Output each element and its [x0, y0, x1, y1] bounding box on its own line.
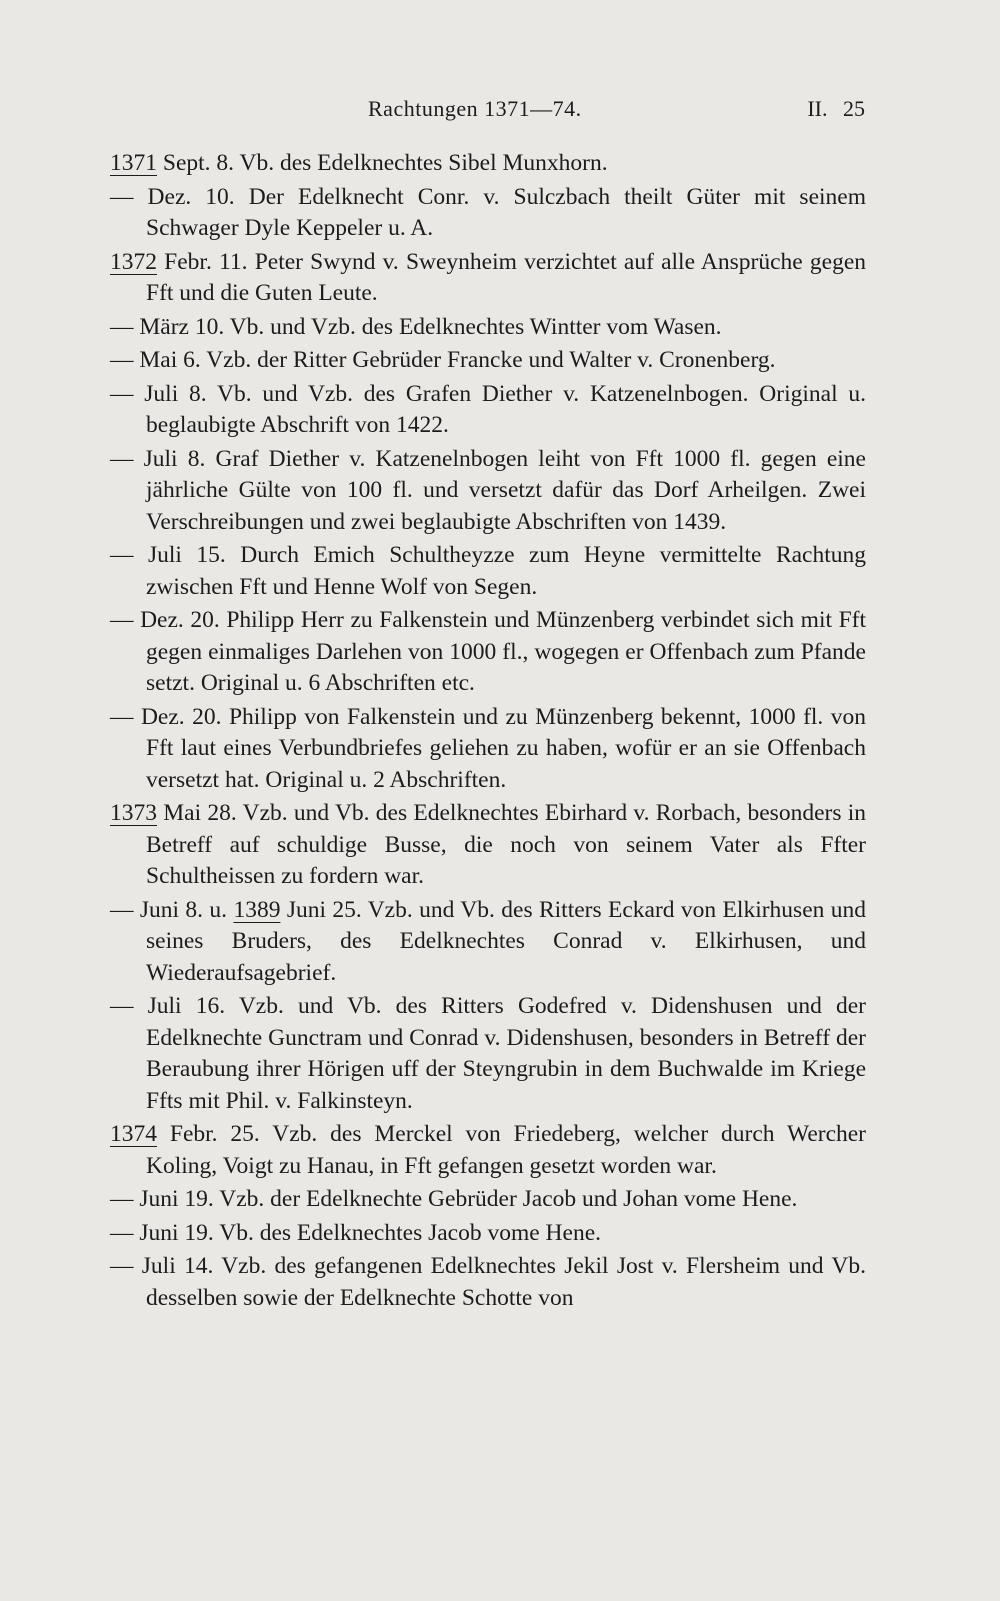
- entry-date: Mai 28.: [157, 800, 237, 826]
- entry-text: Vzb. der Edelknechte Gebrüder Jacob und Johan vome Hene.: [219, 1186, 798, 1212]
- entry-year: 1374: [110, 1121, 157, 1147]
- entry-date: Juni 19.: [133, 1186, 214, 1212]
- entry-text: Vzb. des gefangenen Edelknechtes Jekil Jost v. Flersheim und Vb. desselben sowie der Edelknechte Schotte von: [146, 1253, 866, 1311]
- entry-text: Vb. und Vzb. des Grafen Diether v. Katzenelnbogen. Original u. beglaubigte Abschrift von 1422.: [146, 380, 866, 438]
- register-entry: [110, 1251, 866, 1314]
- entry-text: Vb. des Edelknechtes Sibel Munxhorn.: [239, 150, 608, 176]
- entry-text: Philipp von Falkenstein und zu Münzenberg bekennt, 1000 fl. von Fft laut eines Verbundbriefes geliehen zu haben, wofür er an sie Offenbach versetzt hat. Original u. 2 Abschriften.: [146, 703, 866, 793]
- register-entry: [110, 182, 866, 245]
- entry-date: Juli 15.: [133, 542, 226, 568]
- entry-date: Juli 16.: [133, 993, 226, 1019]
- register-entry: [110, 1218, 866, 1250]
- entry-year: 1371: [110, 150, 157, 176]
- entry-text: Vb. und Vzb. des Edelknechtes Wintter vom Wasen.: [229, 313, 722, 340]
- entry-text: Vb. des Edelknechtes Jacob vome Hene.: [219, 1219, 602, 1246]
- entry-year: 1372: [110, 248, 157, 275]
- entry-dash: —: [110, 380, 134, 407]
- entry-date: Juli 8.: [133, 380, 207, 407]
- entry-dash: —: [110, 1219, 134, 1246]
- register-entry: [110, 247, 866, 310]
- register-entry: [110, 798, 866, 893]
- page-number: II. 25: [807, 96, 865, 121]
- entry-dash: —: [110, 1186, 134, 1212]
- entry-date-secondary: Juni 25.: [280, 896, 362, 923]
- entry-dash: —: [110, 347, 134, 373]
- register-entry: [110, 540, 866, 603]
- entry-dash: —: [110, 607, 134, 633]
- entry-date: Juli 14.: [133, 1253, 214, 1279]
- register-entry: [110, 1184, 866, 1216]
- entry-date: Dez. 10.: [133, 183, 235, 210]
- entry-text: Peter Swynd v. Sweynheim verzichtet auf alle Ansprüche gegen Fft und die Guten Leute.: [146, 248, 866, 306]
- entry-dash: —: [110, 896, 134, 923]
- entry-date: Juni 19.: [133, 1219, 214, 1246]
- register-entry: [110, 312, 866, 344]
- register-entry: [110, 991, 866, 1117]
- register-entry: [110, 702, 866, 797]
- register-entry: [110, 345, 866, 377]
- entry-year: 1373: [110, 800, 157, 826]
- entry-date: März 10.: [133, 313, 225, 340]
- entry-list: [110, 148, 866, 1316]
- entry-date: Mai 6.: [133, 347, 201, 373]
- entry-text: Vzb. und Vb. des Ritters Eckard von Elkirhusen und seines Bruders, des Edelknechtes Conrad v. Elkirhusen, und Wiederaufsagebrief.: [146, 896, 866, 986]
- entry-text: Vzb. und Vb. des Ritters Godefred v. Didenshusen und der Edelknechte Gunctram und Conrad v. Didenshusen, besonders in Betreff der Beraubung ihrer Hörigen uff der Steyngrubin in dem Buchwalde im Kriege Ffts mit Phil. v. Falkinsteyn.: [146, 993, 866, 1114]
- register-entry: [110, 1119, 866, 1182]
- register-entry: [110, 605, 866, 700]
- entry-date: Dez. 20.: [133, 607, 220, 633]
- register-entry: [110, 148, 866, 180]
- entry-date: Sept. 8.: [157, 150, 235, 176]
- entry-text: Vzb. der Ritter Gebrüder Francke und Walter v. Cronenberg.: [206, 347, 776, 373]
- entry-date: Juni 8. u.: [133, 896, 228, 923]
- register-entry: [110, 895, 866, 990]
- entry-year-secondary: 1389: [233, 896, 281, 923]
- entry-dash: —: [110, 542, 134, 568]
- entry-dash: —: [110, 313, 134, 340]
- entry-dash: —: [110, 993, 134, 1019]
- entry-text: Durch Emich Schultheyzze zum Heyne vermittelte Rachtung zwischen Fft und Henne Wolf von Segen.: [146, 542, 867, 600]
- entry-dash: —: [110, 445, 134, 472]
- entry-dash: —: [110, 183, 134, 210]
- entry-date: Juli 8.: [133, 445, 206, 472]
- entry-date: Febr. 25.: [157, 1121, 260, 1147]
- entry-text: Der Edelknecht Conr. v. Sulczbach theilt Güter mit seinem Schwager Dyle Keppeler u. A.: [146, 183, 866, 241]
- entry-dash: —: [110, 703, 134, 730]
- entry-text: Vzb. des Merckel von Friedeberg, welcher durch Wercher Koling, Voigt zu Hanau, in Fft gefangen gesetzt worden war.: [146, 1121, 867, 1179]
- register-entry: [110, 379, 866, 442]
- entry-text: Philipp Herr zu Falkenstein und Münzenberg verbindet sich mit Fft gegen einmaliges Darlehen von 1000 fl., wogegen er Offenbach zum Pfande setzt. Original u. 6 Abschriften etc.: [146, 607, 867, 696]
- entry-date: Dez. 20.: [133, 703, 222, 730]
- entry-text: Vzb. und Vb. des Edelknechtes Ebirhard v. Rorbach, besonders in Betreff auf schuldige Busse, die noch von seinem Vater als Ffter Schultheissen zu fordern war.: [146, 800, 867, 889]
- running-title: Rachtungen 1371—74.: [368, 96, 582, 121]
- entry-text: Graf Diether v. Katzenelnbogen leiht von Fft 1000 fl. gegen eine jährliche Gülte von 100 fl. und versetzt dafür das Dorf Arheilgen. Zwei Verschreibungen und zwei beglaubigte Abschriften von 1439.: [146, 445, 866, 535]
- register-entry: [110, 444, 866, 539]
- entry-date: Febr. 11.: [157, 248, 248, 275]
- entry-dash: —: [110, 1253, 134, 1279]
